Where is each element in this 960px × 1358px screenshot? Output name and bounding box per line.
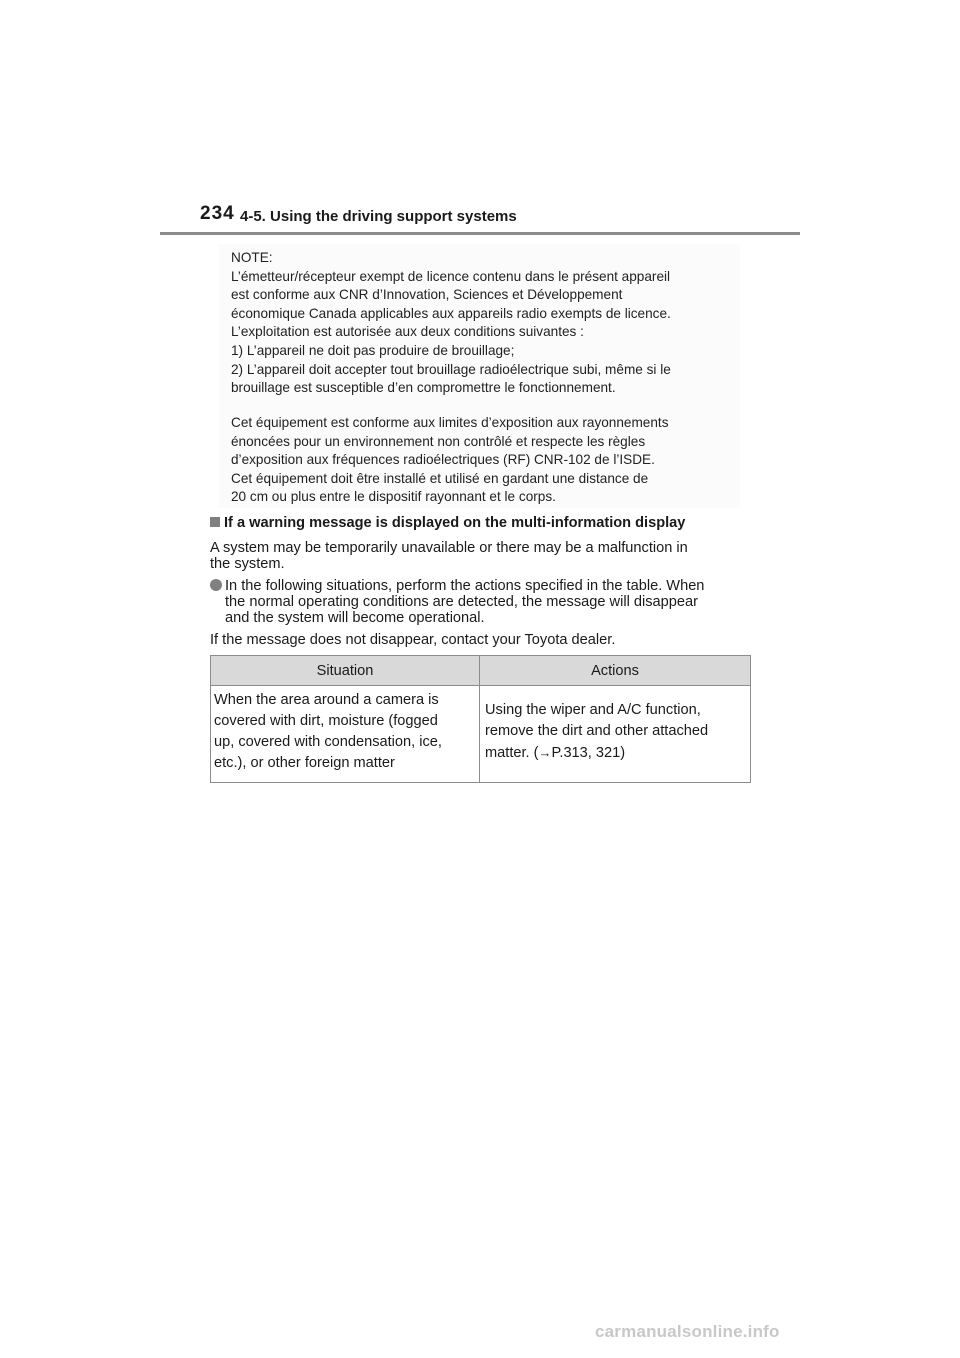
note-line: est conforme aux CNR d’Innovation, Sciences et Développement — [231, 287, 623, 303]
cell-line: covered with dirt, moisture (fogged — [214, 713, 438, 729]
header-actions: Actions — [480, 656, 751, 686]
note-line: 2) L’appareil doit accepter tout brouillage radioélectrique subi, même si le — [231, 361, 671, 377]
section-title: 4-5. Using the driving support systems — [240, 208, 517, 225]
cell-line: remove the dirt and other attached — [485, 723, 709, 739]
circle-bullet-icon — [210, 579, 222, 591]
note-line: Cet équipement est conforme aux limites d’exposition aux rayonnements — [231, 415, 669, 430]
warning-paragraph — [210, 540, 688, 572]
bullet-line: In the following situations, perform the actions specified in the table. When — [225, 578, 705, 594]
page-header — [200, 203, 800, 233]
note-line: L’exploitation est autorisée aux deux conditions suivantes : — [231, 324, 584, 340]
table-header-row — [211, 656, 751, 686]
arrow-right-icon: → — [538, 745, 552, 760]
cell-line: etc.), or other foreign matter — [214, 755, 395, 771]
cell-line — [485, 742, 748, 764]
header-situation: Situation — [211, 656, 480, 686]
note-line: Cet équipement doit être installé et utilisé en gardant une distance de — [231, 470, 649, 486]
situations-table — [210, 655, 751, 783]
note-line: d’exposition aux fréquences radioélectriques (RF) CNR-102 de l’ISDE. — [231, 452, 655, 468]
warning-subheading — [210, 515, 685, 531]
square-bullet-icon — [210, 517, 220, 527]
bullet-line: and the system will become operational. — [225, 610, 485, 626]
situation-bullet — [210, 578, 704, 626]
table-row — [211, 686, 751, 783]
note-line: L’émetteur/récepteur exempt de licence contenu dans le présent appareil — [231, 268, 671, 284]
cell-line: Using the wiper and A/C function, — [485, 702, 701, 718]
bullet-line: the normal operating conditions are detected, the message will disappear — [225, 594, 698, 610]
cell-text: matter. ( — [485, 745, 539, 761]
paragraph-line: A system may be temporarily unavailable or there may be a malfunction in — [210, 540, 688, 556]
note-line: énoncées pour un environnement non contrôlé et respecte les règles — [231, 433, 646, 449]
note-block-license — [231, 249, 671, 398]
cell-line: up, covered with condensation, ice, — [214, 734, 442, 750]
warning-heading-text: If a warning message is displayed on the multi-information display — [224, 515, 686, 531]
dealer-paragraph: If the message does not disappear, contact your Toyota dealer. — [210, 632, 616, 648]
page-number: 234 — [200, 203, 235, 224]
actions-cell — [480, 686, 751, 783]
regulatory-note-image — [219, 244, 740, 508]
situation-cell — [211, 686, 480, 783]
note-line: 1) L’appareil ne doit pas produire de brouillage; — [231, 342, 515, 358]
cell-line: When the area around a camera is — [214, 692, 439, 708]
note-line: NOTE: — [231, 250, 273, 265]
paragraph-line: the system. — [210, 556, 285, 572]
note-block-exposure — [231, 414, 669, 507]
page-reference-link[interactable]: P.313, 321) — [551, 745, 626, 761]
watermark: carmanualsonline.info — [595, 1322, 780, 1341]
note-line: brouillage est susceptible d’en compromettre le fonctionnement. — [231, 380, 616, 396]
note-line: économique Canada applicables aux appareils radio exempts de licence. — [231, 305, 671, 321]
header-divider — [160, 232, 800, 235]
note-line: 20 cm ou plus entre le dispositif rayonnant et le corps. — [231, 489, 556, 505]
